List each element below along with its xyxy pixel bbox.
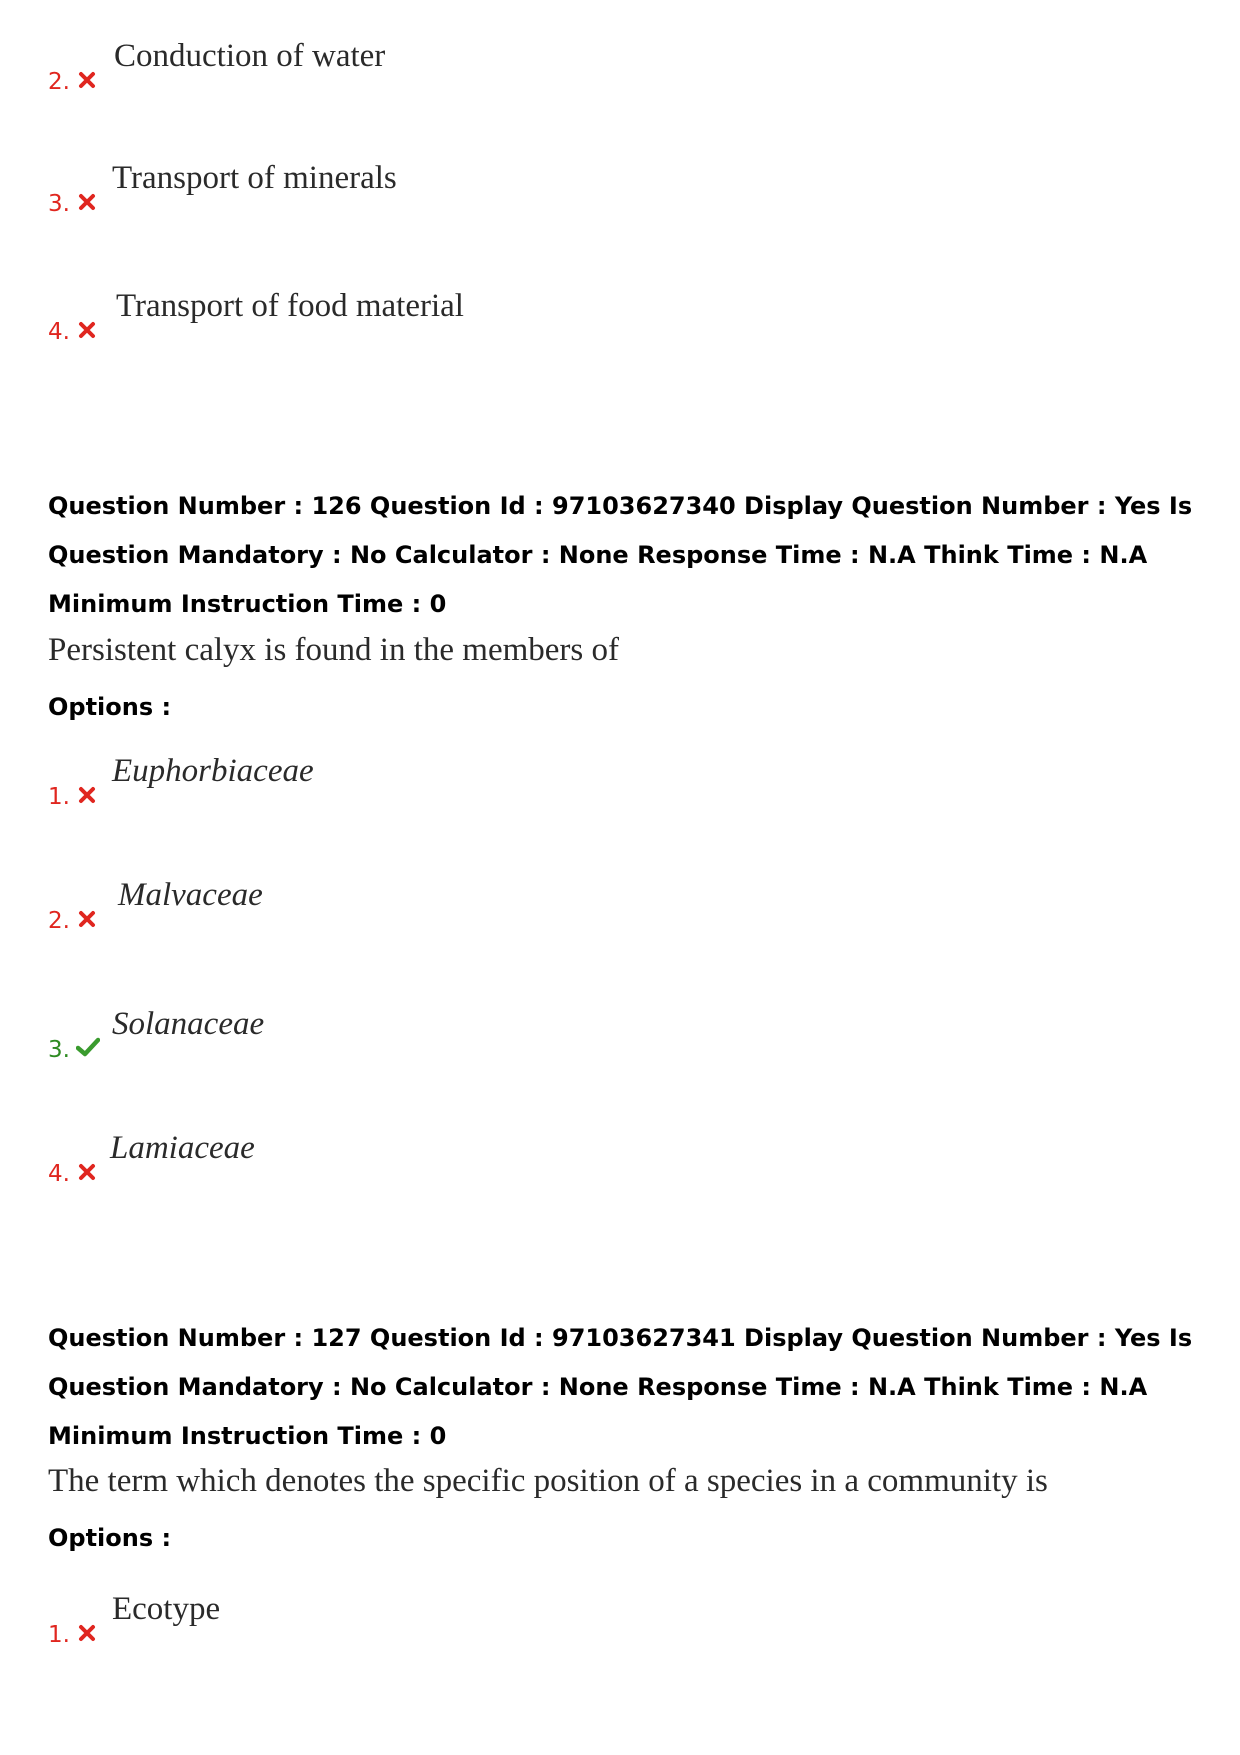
option-number: 3. bbox=[48, 191, 70, 217]
option-number: 4. bbox=[48, 1161, 70, 1187]
option-text: Transport of food material bbox=[116, 288, 464, 324]
option-item bbox=[48, 750, 1048, 810]
option-item bbox=[48, 1127, 1048, 1187]
option-item bbox=[48, 874, 1048, 934]
option-text: Malvaceae bbox=[118, 877, 263, 913]
cross-icon bbox=[78, 1163, 96, 1181]
options-label: Options : bbox=[48, 1524, 172, 1552]
cross-icon bbox=[78, 71, 96, 89]
cross-icon bbox=[78, 193, 96, 211]
option-text: Ecotype bbox=[112, 1591, 221, 1627]
cross-icon bbox=[78, 786, 96, 804]
question-text: The term which denotes the specific position of a species in a community is bbox=[48, 1463, 1048, 1499]
question-text: Persistent calyx is found in the members of bbox=[48, 632, 619, 668]
option-text: Lamiaceae bbox=[110, 1130, 255, 1166]
option-text: Transport of minerals bbox=[112, 160, 397, 196]
option-number: 4. bbox=[48, 319, 70, 345]
option-item bbox=[48, 1588, 1048, 1648]
option-number: 1. bbox=[48, 1622, 70, 1648]
cross-icon bbox=[78, 1624, 96, 1642]
option-text: Solanaceae bbox=[112, 1006, 265, 1042]
option-number: 2. bbox=[48, 69, 70, 95]
option-text: Conduction of water bbox=[114, 38, 386, 74]
options-label: Options : bbox=[48, 693, 172, 721]
option-number: 1. bbox=[48, 784, 70, 810]
check-icon bbox=[76, 1037, 100, 1057]
option-item bbox=[48, 35, 1048, 95]
option-item bbox=[48, 157, 1048, 217]
cross-icon bbox=[78, 321, 96, 339]
cross-icon bbox=[78, 910, 96, 928]
option-item bbox=[48, 1003, 1048, 1063]
option-number: 3. bbox=[48, 1037, 70, 1063]
option-number: 2. bbox=[48, 908, 70, 934]
option-text: Euphorbiaceae bbox=[112, 753, 314, 789]
option-item bbox=[48, 285, 1048, 345]
question-meta: Question Number : 127 Question Id : 97103627341 Display Question Number : Yes Is Question Mandatory : No Calculator : None Response Time : N.A Think Time : N.A Minimum Instruction Time : 0 bbox=[48, 1324, 1193, 1450]
question-meta: Question Number : 126 Question Id : 97103627340 Display Question Number : Yes Is Question Mandatory : No Calculator : None Response Time : N.A Think Time : N.A Minimum Instruction Time : 0 bbox=[48, 492, 1193, 618]
